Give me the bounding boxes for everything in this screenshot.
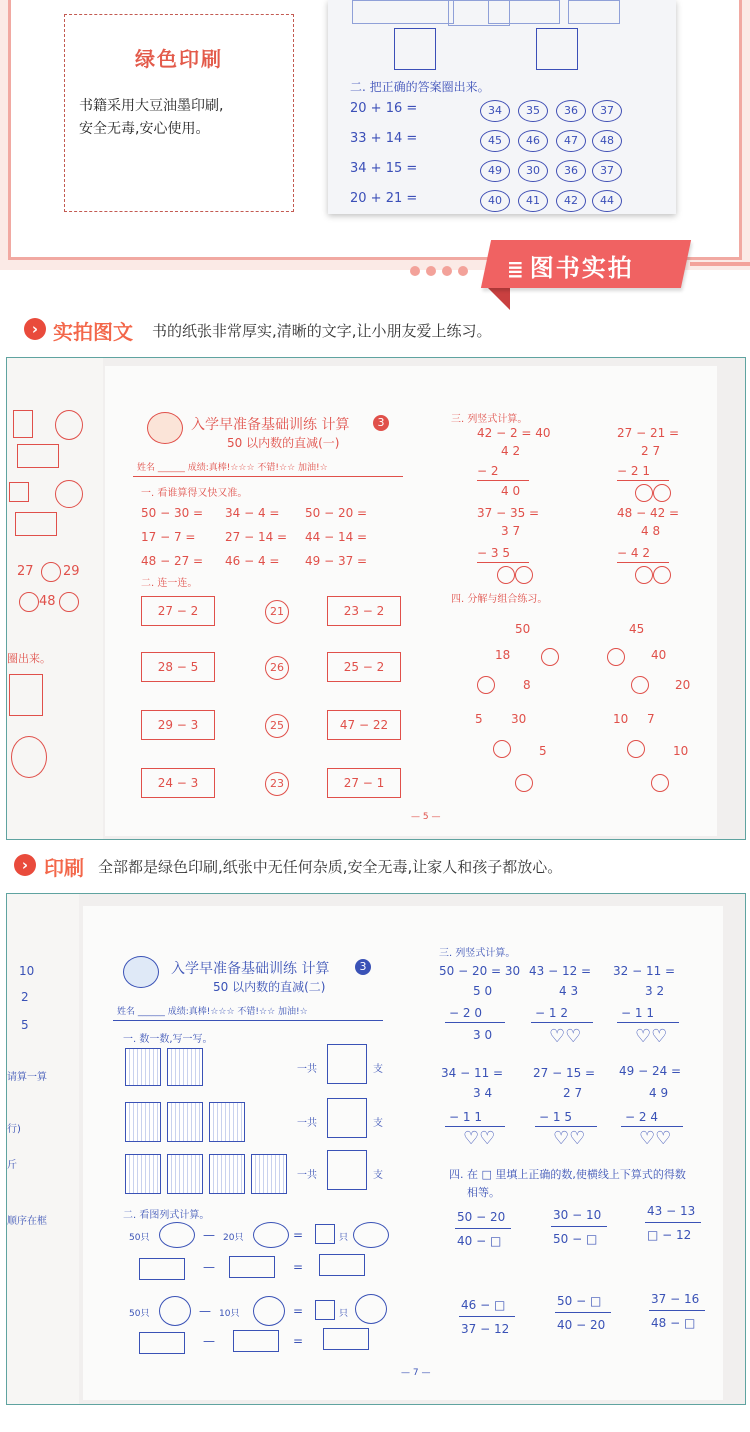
apple-icon <box>607 648 625 666</box>
pic-count: 50只 <box>129 1233 150 1243</box>
unit-label: 支 <box>373 1118 383 1129</box>
top-photo-equation: 33 + 14 = <box>350 131 418 146</box>
margin-number: 10 <box>19 964 35 978</box>
pair-bottom: 48 − □ <box>651 1316 696 1330</box>
answer-box <box>139 1332 185 1354</box>
fruit-icon <box>55 410 83 440</box>
vertical-sub: − 2 0 <box>449 1006 482 1020</box>
score-line: 姓名 ______ 成绩:真棒!☆☆☆ 不错!☆☆ 加油!☆ <box>117 1007 308 1017</box>
vertical-sub: − 3 5 <box>477 546 510 560</box>
tree-number: 10 <box>613 712 629 726</box>
vertical-top: 2 7 <box>641 444 661 458</box>
vertical-line <box>535 1126 597 1127</box>
answer-box <box>323 1328 369 1350</box>
top-photo-option: 40 <box>480 190 510 212</box>
pair-line <box>459 1316 515 1317</box>
pic-unit: 只 <box>339 1309 349 1319</box>
top-photo-option: 35 <box>518 100 548 122</box>
banner-label-text: 图书实拍 <box>529 254 634 282</box>
vertical-line <box>445 1022 505 1023</box>
margin-circle <box>59 592 79 612</box>
answer-box <box>315 1224 335 1244</box>
fruit-icon <box>55 480 83 508</box>
heart-icon: ♡♡ <box>549 1026 582 1047</box>
apple-icon <box>653 566 671 584</box>
margin-circle <box>41 562 61 582</box>
pencil-bundle-icon <box>209 1102 245 1142</box>
section2-desc: 全部都是绿色印刷,纸张中无任何杂质,安全无毒,让家人和孩子都放心。 <box>98 858 563 876</box>
margin-box <box>15 512 57 536</box>
mouse-icon <box>11 736 47 778</box>
top-photo-section-label: 二. 把正确的答案圈出来。 <box>350 80 490 94</box>
connect-right-box: 47 − 22 <box>327 710 401 740</box>
pair-bottom: □ − 12 <box>647 1228 692 1242</box>
pair-top: 30 − 10 <box>553 1208 602 1222</box>
minus-sign: — <box>199 1304 211 1318</box>
tree-number: 7 <box>647 712 655 726</box>
pair-line <box>551 1226 607 1227</box>
tree-number: 40 <box>651 648 667 662</box>
calc-item: 44 − 14 = <box>305 530 368 544</box>
connect-right-box: 25 − 2 <box>327 652 401 682</box>
vertical-sub: − 4 2 <box>617 546 650 560</box>
connect-right-box: 27 − 1 <box>327 768 401 798</box>
margin-text: 斤 <box>7 1160 17 1171</box>
top-photo-answer-box <box>536 28 578 70</box>
calc-item: 34 − 4 = <box>225 506 280 520</box>
page-subtitle: 50 以内数的直减(二) <box>213 980 326 994</box>
vertical-sub: − 1 1 <box>449 1110 482 1124</box>
vertical-top: 3 2 <box>645 984 665 998</box>
margin-text: 圈出来。 <box>7 652 51 665</box>
section-label: 二. 连一连。 <box>141 578 198 589</box>
pair-line <box>645 1222 701 1223</box>
vertical-eq: 32 − 11 = <box>613 964 676 978</box>
vertical-top: 3 7 <box>501 524 521 538</box>
margin-box <box>9 482 29 502</box>
section-label: 一. 看谁算得又快又准。 <box>141 488 248 499</box>
vertical-top: 2 7 <box>563 1086 583 1100</box>
vertical-line <box>617 1022 679 1023</box>
girl-mascot-icon <box>147 412 183 444</box>
tree-number: 10 <box>673 744 689 758</box>
vertical-eq: 50 − 20 = 30 <box>439 964 521 978</box>
top-photo-option: 45 <box>480 130 510 152</box>
book-icon: ≣ <box>507 257 526 281</box>
score-line: 姓名 ______ 成绩:真棒!☆☆☆ 不错!☆☆ 加油!☆ <box>137 463 328 473</box>
minus-sign: — <box>203 1334 215 1348</box>
lesson-number-badge: 3 <box>355 959 371 975</box>
bird-icon <box>353 1222 389 1248</box>
answer-box <box>327 1150 367 1190</box>
left-page <box>7 358 103 839</box>
margin-text: 顺序在框 <box>7 1216 47 1227</box>
banner-dot <box>410 266 420 276</box>
vertical-eq: 43 − 12 = <box>529 964 592 978</box>
calc-item: 50 − 30 = <box>141 506 204 520</box>
vertical-eq: 49 − 24 = <box>619 1064 682 1078</box>
vertical-top: 4 3 <box>559 984 579 998</box>
pair-bottom: 50 − □ <box>553 1232 598 1246</box>
top-photo-option: 34 <box>480 100 510 122</box>
tree-number: 8 <box>523 678 531 692</box>
margin-box <box>17 444 59 468</box>
answer-box <box>327 1044 367 1084</box>
calc-item: 46 − 4 = <box>225 554 280 568</box>
top-photo-option: 44 <box>592 190 622 212</box>
banner-label <box>507 248 634 283</box>
vertical-sub: − 1 5 <box>539 1110 572 1124</box>
top-photo-option: 30 <box>518 160 548 182</box>
banner-dot <box>458 266 468 276</box>
pair-line <box>649 1310 705 1311</box>
margin-number: 29 <box>63 564 80 579</box>
bird-icon <box>253 1222 289 1248</box>
margin-text: 请算一算 <box>7 1072 47 1083</box>
pair-top: 46 − □ <box>461 1298 506 1312</box>
pair-top: 50 − 20 <box>457 1210 506 1224</box>
photo-blue-workbook <box>6 893 746 1405</box>
page-number: — 7 — <box>401 1368 431 1378</box>
margin-number: 5 <box>21 1018 29 1032</box>
chevron-right-icon: › <box>24 318 46 340</box>
left-page <box>7 894 79 1404</box>
tree-number: 5 <box>475 712 483 726</box>
pencil-bundle-icon <box>167 1102 203 1142</box>
top-photo-option: 37 <box>592 100 622 122</box>
banner-dot <box>426 266 436 276</box>
pic-count: 20只 <box>223 1233 244 1243</box>
pencil-bundle-icon <box>167 1154 203 1194</box>
total-label: 一共 <box>297 1118 317 1129</box>
equals-sign: = <box>293 1334 304 1348</box>
page-header: 入学早准备基础训练 计算 <box>171 961 330 977</box>
banner-dot <box>442 266 452 276</box>
equals-sign: = <box>293 1228 304 1242</box>
connect-left-box: 29 − 3 <box>141 710 215 740</box>
card-title: 绿色印刷 <box>135 47 223 71</box>
connect-left-box: 27 − 2 <box>141 596 215 626</box>
apple-icon <box>635 566 653 584</box>
margin-number: 27 <box>17 564 34 579</box>
apple-icon <box>627 740 645 758</box>
connect-left-box: 24 − 3 <box>141 768 215 798</box>
tree-number: 45 <box>629 622 645 636</box>
answer-box <box>139 1258 185 1280</box>
pic-count: 50只 <box>129 1309 150 1319</box>
minus-sign: — <box>203 1228 215 1242</box>
vertical-eq: 27 − 15 = <box>533 1066 596 1080</box>
pair-top: 43 − 13 <box>647 1204 696 1218</box>
equals-sign: = <box>293 1260 304 1274</box>
unit-label: 支 <box>373 1170 383 1181</box>
heart-icon: ♡♡ <box>463 1128 496 1149</box>
vertical-sub: − 1 2 <box>535 1006 568 1020</box>
pencil-bundle-icon <box>125 1102 161 1142</box>
tree-number: 30 <box>511 712 527 726</box>
answer-box <box>233 1330 279 1352</box>
top-photo-option: 47 <box>556 130 586 152</box>
banner-fold <box>488 288 510 310</box>
vertical-top: 4 2 <box>501 444 521 458</box>
connect-circle: 21 <box>265 600 289 624</box>
vertical-top: 3 4 <box>473 1086 493 1100</box>
calc-item: 27 − 14 = <box>225 530 288 544</box>
vertical-top: 4 9 <box>649 1086 669 1100</box>
pair-bottom: 40 − 20 <box>557 1318 606 1332</box>
page-header: 入学早准备基础训练 计算 <box>191 417 350 433</box>
top-photo-option: 37 <box>592 160 622 182</box>
pic-unit: 只 <box>339 1233 349 1243</box>
top-photo-picture-box <box>352 0 454 24</box>
vertical-result: 4 0 <box>501 484 521 498</box>
vertical-eq: 34 − 11 = <box>441 1066 504 1080</box>
section2-title: 印刷 <box>44 856 84 880</box>
vertical-eq: 42 − 2 = 40 <box>477 426 551 440</box>
tree-number: 18 <box>495 648 511 662</box>
section-label: 三. 列竖式计算。 <box>439 948 516 959</box>
margin-text: 行) <box>7 1124 21 1135</box>
card-body-line1: 书籍采用大豆油墨印刷, <box>79 98 224 114</box>
section-label: 三. 列竖式计算。 <box>451 414 528 425</box>
vertical-line <box>617 562 669 563</box>
top-photo-option: 36 <box>556 160 586 182</box>
page-number: — 5 — <box>411 812 441 822</box>
vertical-top: 5 0 <box>473 984 493 998</box>
section1-desc: 书的纸张非常厚实,清晰的文字,让小朋友爱上练习。 <box>152 322 492 340</box>
top-photo-option: 42 <box>556 190 586 212</box>
equals-sign: = <box>293 1304 304 1318</box>
banner-dots <box>410 261 474 280</box>
right-page <box>83 906 723 1400</box>
pair-top: 37 − 16 <box>651 1292 700 1306</box>
apple-icon <box>493 740 511 758</box>
heart-icon: ♡♡ <box>639 1128 672 1149</box>
vertical-eq: 37 − 35 = <box>477 506 540 520</box>
green-print-card <box>64 14 294 212</box>
vertical-sub: − 2 1 <box>617 464 650 478</box>
top-photo-option: 41 <box>518 190 548 212</box>
pencil-bundle-icon <box>209 1154 245 1194</box>
section1-title: 实拍图文 <box>53 320 133 344</box>
total-label: 一共 <box>297 1064 317 1075</box>
tree-number: 5 <box>539 744 547 758</box>
pencil-bundle-icon <box>125 1154 161 1194</box>
divider <box>113 1020 383 1021</box>
section-label: 二. 看图列式计算。 <box>123 1210 210 1221</box>
lesson-number-badge: 3 <box>373 415 389 431</box>
apple-icon <box>635 484 653 502</box>
section-label: 一. 数一数,写一写。 <box>123 1034 213 1045</box>
chick-icon <box>355 1294 387 1324</box>
top-photo-option: 36 <box>556 100 586 122</box>
vertical-line <box>621 1126 683 1127</box>
connect-left-box: 28 − 5 <box>141 652 215 682</box>
top-photo-option: 46 <box>518 130 548 152</box>
pair-bottom: 40 − □ <box>457 1234 502 1248</box>
vertical-result: 3 0 <box>473 1028 493 1042</box>
top-photo-equation: 34 + 15 = <box>350 161 418 176</box>
banner-line <box>690 262 750 266</box>
vertical-line <box>445 1126 505 1127</box>
vertical-eq: 27 − 21 = <box>617 426 680 440</box>
calc-item: 49 − 37 = <box>305 554 368 568</box>
answer-box <box>319 1254 365 1276</box>
apple-icon <box>631 676 649 694</box>
connect-circle: 25 <box>265 714 289 738</box>
answer-box <box>229 1256 275 1278</box>
photo-red-workbook <box>6 357 746 840</box>
pair-bottom: 37 − 12 <box>461 1322 510 1336</box>
top-photo-picture-box <box>568 0 620 24</box>
vertical-sub: − 1 1 <box>621 1006 654 1020</box>
calc-item: 17 − 7 = <box>141 530 196 544</box>
margin-number: 48 <box>39 594 56 609</box>
top-photo-option: 48 <box>592 130 622 152</box>
chick-icon <box>159 1296 191 1326</box>
vertical-line <box>617 480 669 481</box>
chevron-right-icon: › <box>14 854 36 876</box>
vertical-sub: − 2 <box>477 464 499 478</box>
bird-icon <box>159 1222 195 1248</box>
unit-label: 支 <box>373 1064 383 1075</box>
vertical-eq: 48 − 42 = <box>617 506 680 520</box>
total-label: 一共 <box>297 1170 317 1181</box>
heart-icon: ♡♡ <box>553 1128 586 1149</box>
vertical-line <box>477 562 529 563</box>
card-body-line2: 安全无毒,安心使用。 <box>79 121 210 137</box>
top-photo-answer-box <box>394 28 436 70</box>
vertical-top: 4 8 <box>641 524 661 538</box>
apple-icon <box>497 566 515 584</box>
vertical-line <box>531 1022 593 1023</box>
top-photo-picture-box <box>488 0 560 24</box>
answer-box <box>327 1098 367 1138</box>
chick-icon <box>253 1296 285 1326</box>
connect-right-box: 23 − 2 <box>327 596 401 626</box>
tree-number: 20 <box>675 678 691 692</box>
connect-circle: 23 <box>265 772 289 796</box>
margin-box <box>13 410 33 438</box>
page-subtitle: 50 以内数的直减(一) <box>227 436 340 450</box>
girl-mascot-icon <box>123 956 159 988</box>
card-body <box>79 95 284 141</box>
pencil-bundle-icon <box>251 1154 287 1194</box>
pair-line <box>555 1312 611 1313</box>
calc-item: 50 − 20 = <box>305 506 368 520</box>
top-book-photo <box>328 0 676 214</box>
tree-number: 50 <box>515 622 531 636</box>
right-page <box>105 366 717 836</box>
top-photo-option: 49 <box>480 160 510 182</box>
pair-line <box>455 1228 511 1229</box>
apple-icon <box>477 676 495 694</box>
margin-number: 2 <box>21 990 29 1004</box>
minus-sign: — <box>203 1260 215 1274</box>
margin-circle <box>19 592 39 612</box>
vertical-line <box>477 480 529 481</box>
pair-top: 50 − □ <box>557 1294 602 1308</box>
pencil-bundle-icon <box>167 1048 203 1086</box>
top-photo-equation: 20 + 21 = <box>350 191 418 206</box>
vertical-sub: − 2 4 <box>625 1110 658 1124</box>
calc-item: 48 − 27 = <box>141 554 204 568</box>
apple-icon <box>541 648 559 666</box>
apple-icon <box>515 774 533 792</box>
pencil-bundle-icon <box>125 1048 161 1086</box>
apple-icon <box>653 484 671 502</box>
section-label: 四. 在 □ 里填上正确的数,使横线上下算式的得数 <box>449 1168 686 1181</box>
cube-icon <box>9 674 43 716</box>
answer-box <box>315 1300 335 1320</box>
top-photo-equation: 20 + 16 = <box>350 101 418 116</box>
divider <box>133 476 403 477</box>
section-label: 相等。 <box>467 1186 500 1199</box>
apple-icon <box>651 774 669 792</box>
connect-circle: 26 <box>265 656 289 680</box>
apple-icon <box>515 566 533 584</box>
section-label: 四. 分解与组合练习。 <box>451 594 548 605</box>
pic-count: 10只 <box>219 1309 240 1319</box>
heart-icon: ♡♡ <box>635 1026 668 1047</box>
